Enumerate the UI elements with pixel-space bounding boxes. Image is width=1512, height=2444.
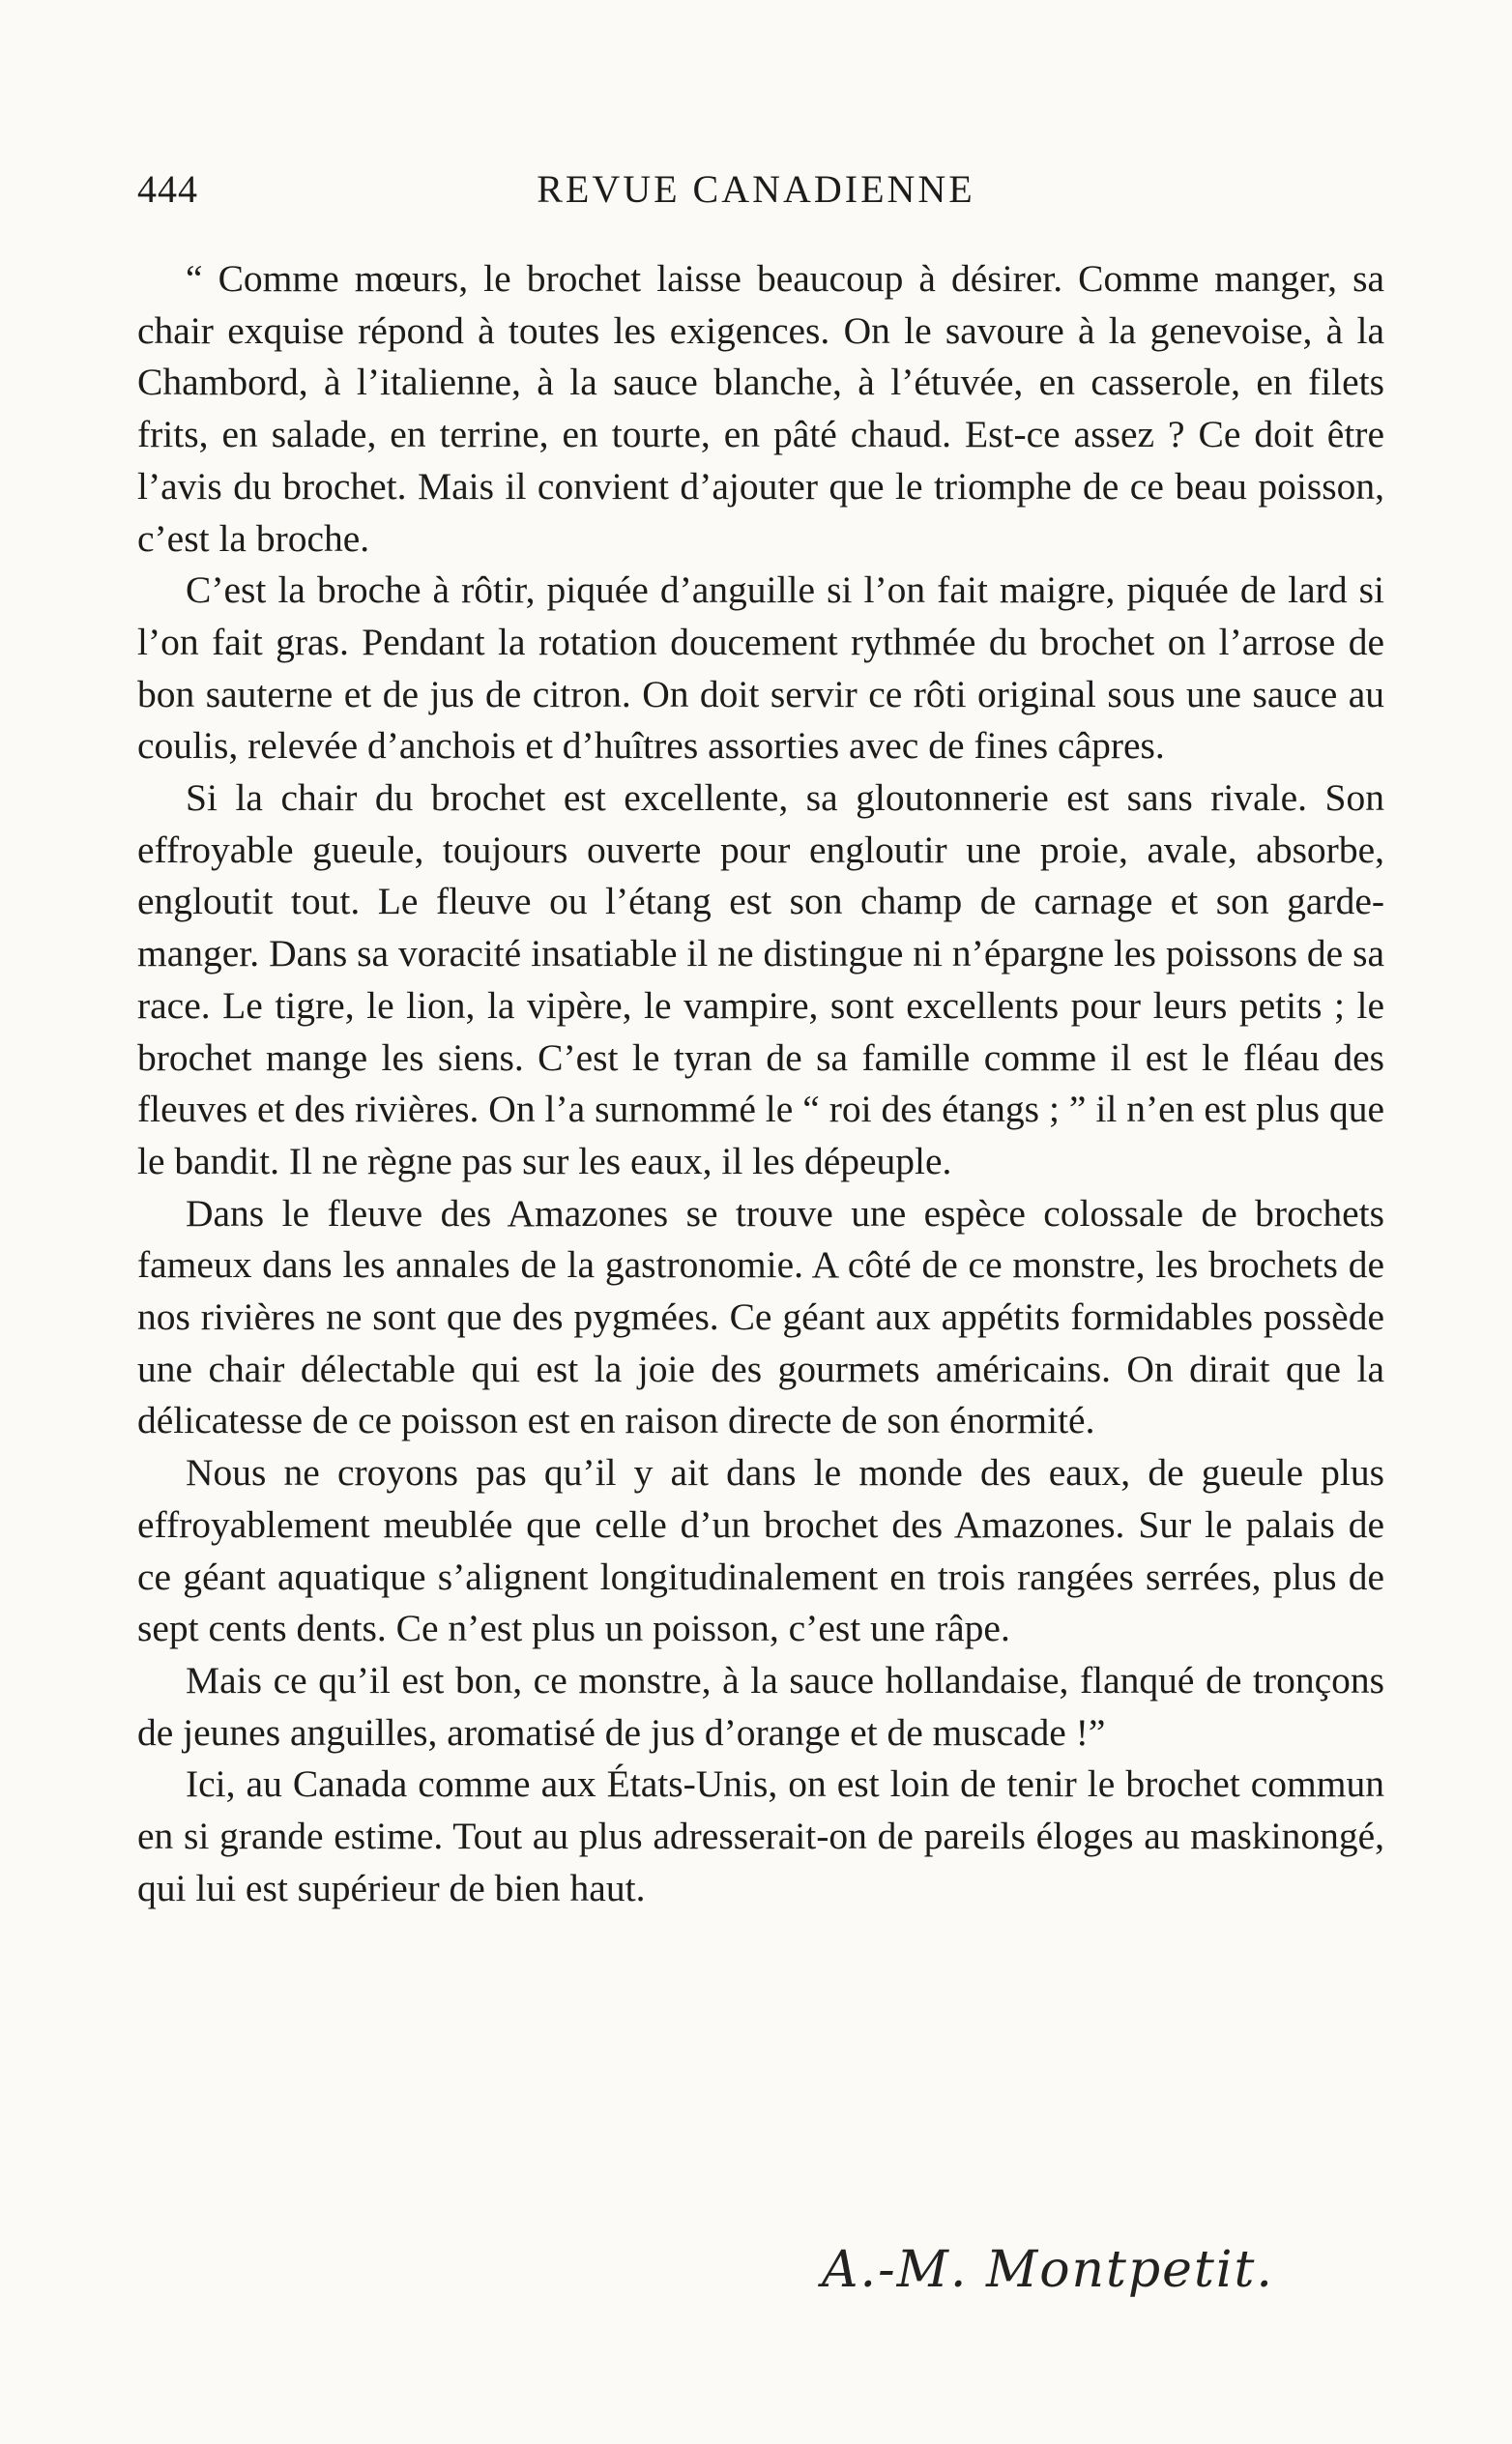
paragraph: Dans le fleuve des Amazones se trouve une espèce colossale de brochets fameux dans les annales de la gastronomie. A côté de ce monstre, les brochets de nos rivières ne sont que des pygmées. Ce géant aux appétits formidables possède une chair délectable qui est la joie des gourmets américains. On dirait que la délicatesse de ce poisson est en raison directe de son énormité. [137, 1191, 1384, 1442]
author-signature: A.-M. Montpetit. [822, 2241, 1274, 2299]
paragraph: C’est la broche à rôtir, piquée d’anguille si l’on fait maigre, piquée de lard si l’on fait gras. Pendant la rotation doucement rythmée du brochet on l’arrose de bon sauterne et de jus de citron. On doit servir ce rôti original sous une sauce au coulis, relevée d’anchois et d’huîtres assorties avec de fines câpres. [137, 568, 1384, 768]
paragraph: Mais ce qu’il est bon, ce monstre, à la sauce hollandaise, flanqué de tronçons de jeunes anguilles, aromatisé de jus d’orange et de muscade !” [137, 1658, 1384, 1754]
page-header [137, 166, 1375, 224]
paragraph: Nous ne croyons pas qu’il y ait dans le monde des eaux, de gueule plus effroyablement meublée que celle d’un brochet des Amazones. Sur le palais de ce géant aquatique s’alignent longitudinalement en trois rangées serrées, plus de sept cents dents. Ce n’est plus un poisson, c’est une râpe. [137, 1451, 1384, 1650]
paragraph: Ici, au Canada comme aux États-Unis, on est loin de tenir le brochet commun en si grande estime. Tout au plus adresserait-on de pareils éloges au maskinongé, qui lui est supérieur de bien haut. [137, 1762, 1384, 1909]
paragraph: Si la chair du brochet est excellente, sa gloutonnerie est sans rivale. Son effroyable gueule, toujours ouverte pour engloutir une proie, avale, absorbe, engloutit tout. Le fleuve ou l’étang est son champ de carnage et son garde-manger. Dans sa voracité insatiable il ne distingue ni n’épargne les poissons de sa race. Le tigre, le lion, la vipère, le vampire, sont excellents pour leurs petits ; le brochet mange les siens. C’est le tyran de sa famille comme il est le fléau des fleuves et des rivières. On l’a surnommé le “ roi des étangs ; ” il n’en est plus que le bandit. Il ne règne pas sur les eaux, il les dépeuple. [137, 776, 1384, 1182]
running-title: REVUE CANADIENNE [537, 167, 975, 211]
paragraph: “ Comme mœurs, le brochet laisse beaucoup à désirer. Comme manger, sa chair exquise répond à toutes les exigences. On le savoure à la genevoise, à la Chambord, à l’italienne, à la sauce blanche, à l’étuvée, en casserole, en filets frits, en salade, en terrine, en tourte, en pâté chaud. Est-ce assez ? Ce doit être l’avis du brochet. Mais il convient d’ajouter que le triomphe de ce beau poisson, c’est la broche. [137, 257, 1384, 560]
page-number: 444 [137, 167, 198, 211]
article-body [137, 253, 1384, 1915]
